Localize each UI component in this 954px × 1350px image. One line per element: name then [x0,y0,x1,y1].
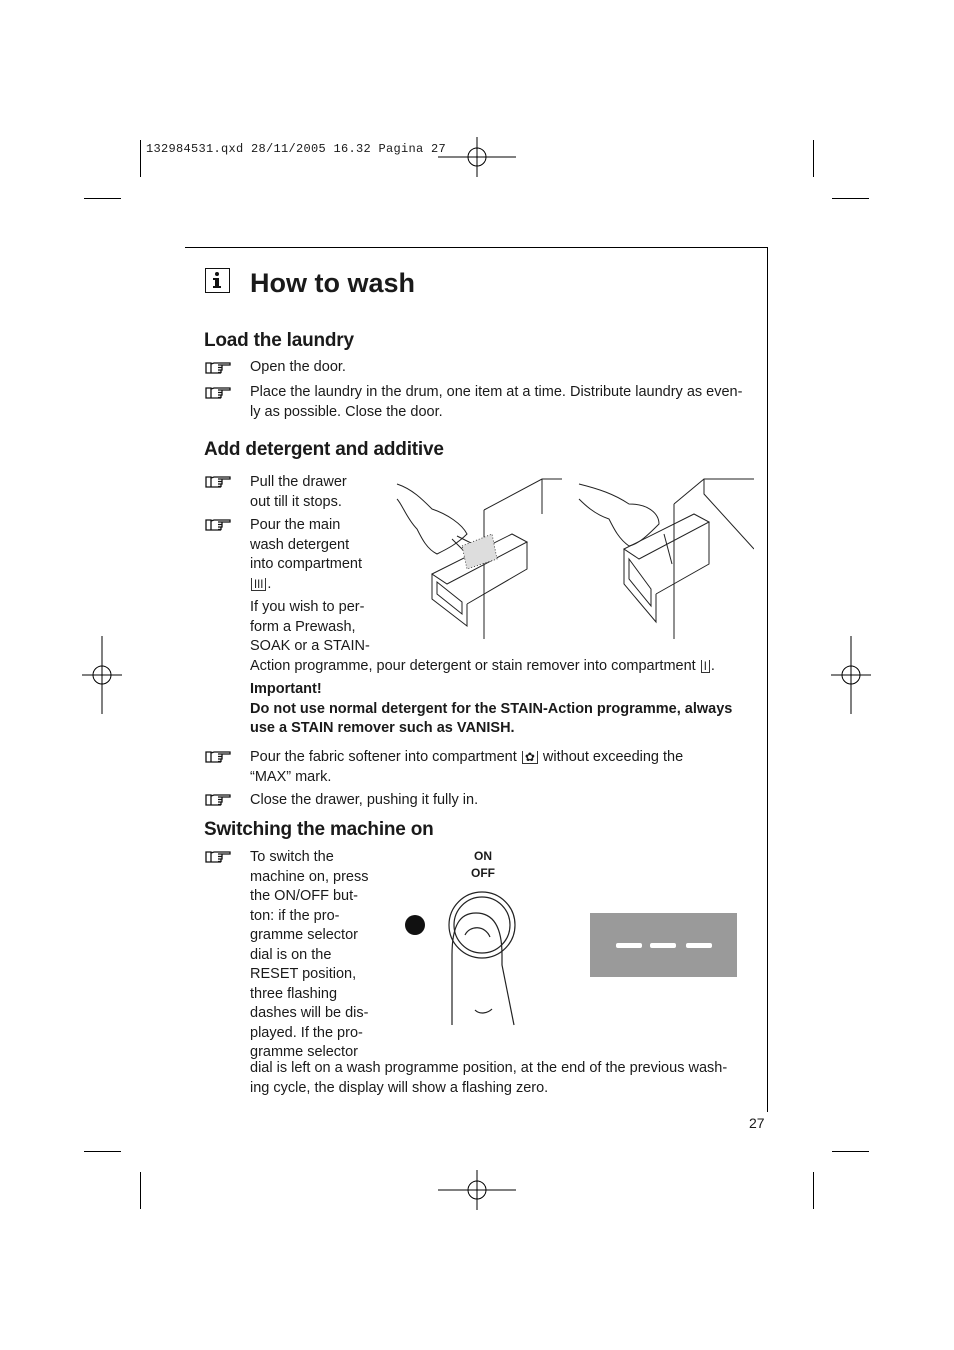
switch-step-continued [250,1059,755,1098]
section-heading-detergent: Add detergent and additive [204,439,444,460]
section-heading-switch: Switching the machine on [204,819,434,840]
frame-line [767,247,768,1112]
dash-segment [616,943,642,948]
on-off-label [466,848,500,882]
info-icon [205,268,230,293]
registration-mark-icon [438,137,516,177]
text-line: the ON/OFF but- [250,888,358,904]
detergent-step-pour: Pour the main wash detergent into compartment ǀǀǀ . [250,517,363,592]
pointing-hand-icon [205,360,233,376]
important-label: Important! [250,681,322,697]
dash-segment [650,943,676,948]
text-line: three flashing [250,985,338,1002]
dash-segment [686,943,712,948]
load-step-1: Open the door. [250,359,346,375]
crop-mark [140,140,141,177]
crop-mark [140,1172,141,1209]
text-line: Do not use normal detergent for the STAIN-Action programme, always [250,700,733,717]
load-step-2 [250,383,750,422]
registration-mark-icon [831,636,871,714]
text-line: SOAK or a STAIN- [250,638,370,654]
text-line: machine on, press [250,868,369,885]
text-line: dial is on the [250,946,332,963]
drawer-softener-illustration [574,474,754,639]
text-line: Action programme, pour detergent or stain remover into compartment [250,657,696,674]
text-line: dial is left on a wash programme position, at the end of the previous wash- [250,1060,728,1076]
pointing-hand-icon [205,385,233,401]
text-line: ton: if the pro- [250,907,340,924]
text-line: Pull the drawer [250,474,347,490]
text-line: RESET position, [250,966,357,982]
frame-line [185,247,768,248]
text-line: ly as possible. Close the door. [250,403,443,420]
pointing-hand-icon [205,792,233,808]
text-line: out till it stops. [250,493,342,510]
page-title: How to wash [250,268,416,298]
detergent-step-pull [250,473,347,512]
pointing-hand-icon [205,474,233,490]
drawer-pour-illustration [392,474,562,639]
registration-mark-icon [82,636,122,714]
crop-mark [813,1172,814,1209]
text-line: without exceeding the [542,749,684,765]
text-line: “MAX” mark. [250,768,332,785]
detergent-step-close: Close the drawer, pushing it fully in. [250,792,479,808]
indicator-dot-icon [405,915,425,935]
text-line: Pour the fabric softener into compartment [250,749,517,765]
pointing-hand-icon [205,849,233,865]
page-number: 27 [749,1115,765,1131]
registration-mark-icon [438,1170,516,1210]
crop-mark [84,198,121,199]
text-line: gramme selector [250,927,358,943]
crop-mark [832,198,869,199]
section-heading-load: Load the laundry [204,330,354,351]
pointing-hand-icon [205,517,233,533]
text-line: If you wish to per- [250,599,365,615]
main-wash-compartment-icon: ǀǀǀ [251,578,266,591]
finger-pressing-button-illustration [440,885,522,1030]
detergent-prewash: If you wish to per- form a Prewash, SOAK or a STAIN- Action programme, pour detergent or stain remover into compartment ǀ . [250,598,755,676]
pointing-hand-icon [205,749,233,765]
crop-mark [84,1151,121,1152]
text-line: ing cycle, the display will show a flashing zero. [250,1079,549,1096]
text-line: into compartment [250,556,363,572]
crop-mark [813,140,814,177]
detergent-step-softener [250,748,755,787]
text-line: form a Prewash, [250,618,356,635]
text-line: Pour the main [250,517,341,533]
display-panel [590,913,737,977]
prewash-compartment-icon: ǀ [701,660,710,673]
text-line: Place the laundry in the drum, one item at a time. Distribute laundry as even- [250,384,743,400]
off-label: OFF [471,866,495,880]
text-line: To switch the [250,849,334,865]
on-label: ON [474,849,492,863]
text-line: wash detergent [250,536,350,553]
switch-step [250,848,368,1063]
crop-mark [832,1151,869,1152]
softener-compartment-icon: ✿ [522,751,538,764]
text-line: use a STAIN remover such as VANISH. [250,720,515,736]
text-line: gramme selector [250,1044,358,1060]
file-slug: 132984531.qxd 28/11/2005 16.32 Pagina 27 [146,142,447,156]
important-note [250,680,750,739]
text-line: dashes will be dis- [250,1005,369,1021]
text-line: played. If the pro- [250,1024,363,1041]
